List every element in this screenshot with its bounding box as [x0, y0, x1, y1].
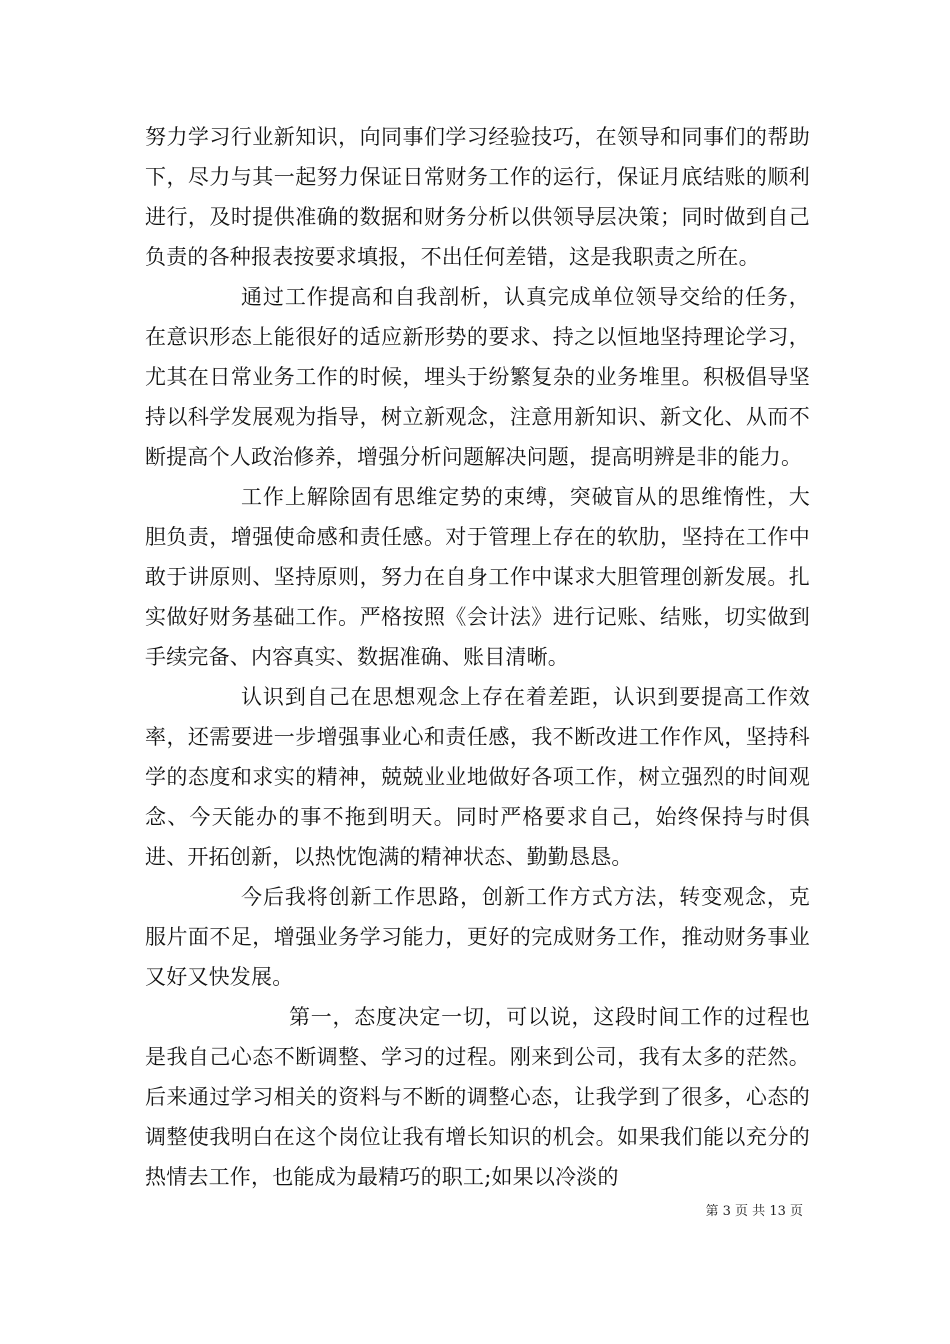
paragraph-shortcomings: 认识到自己在思想观念上存在着差距，认识到要提高工作效率，还需要进一步增强事业心和责任感，我不断改进工作作风，坚持科学的态度和求实的精神，兢兢业业地做好各项工作，树立强烈的时间观念、今天能办的事不拖到明天。同时严格要求自己，始终保持与时俱进、开拓创新，以热忱饱满的精神状态、勤勤恳恳。: [145, 685, 810, 869]
document-body: [145, 117, 810, 1197]
paragraph-intro-continuation: 努力学习行业新知识，向同事们学习经验技巧，在领导和同事们的帮助下，尽力与其一起努力保证日常财务工作的运行，保证月底结账的顺利进行，及时提供准确的数据和财务分析以供领导层决策；同时做到自己负责的各种报表按要求填报，不出任何差错，这是我职责之所在。: [145, 125, 810, 269]
paragraph-future-plans: 今后我将创新工作思路，创新工作方式方法，转变观念，克服片面不足，增强业务学习能力，更好的完成财务工作，推动财务事业又好又快发展。: [145, 885, 810, 989]
paragraph-work-innovation: 工作上解除固有思维定势的束缚，突破盲从的思维惰性，大胆负责，增强使命感和责任感。对于管理上存在的软肋，坚持在工作中敢于讲原则、坚持原则，努力在自身工作中谋求大胆管理创新发展。扎实做好财务基础工作。严格按照《会计法》进行记账、结账，切实做到手续完备、内容真实、数据准确、账目清晰。: [145, 485, 810, 669]
paragraph-attitude: 第一，态度决定一切，可以说，这段时间工作的过程也是我自己心态不断调整、学习的过程。刚来到公司，我有太多的茫然。后来通过学习相关的资料与不断的调整心态，让我学到了很多，心态的调整使我明白在这个岗位让我有增长知识的机会。如果我们能以充分的热情去工作，也能成为最精巧的职工;如果以冷淡的: [145, 1005, 810, 1189]
page-number-footer: 第 3 页 共 13 页: [705, 1204, 803, 1219]
paragraph-self-analysis: 通过工作提高和自我剖析，认真完成单位领导交给的任务，在意识形态上能很好的适应新形势的要求、持之以恒地坚持理论学习，尤其在日常业务工作的时候，埋头于纷繁复杂的业务堆里。积极倡导坚持以科学发展观为指导，树立新观念，注意用新知识、新文化、从而不断提高个人政治修养，增强分析问题解决问题，提高明辨是非的能力。: [145, 285, 810, 469]
